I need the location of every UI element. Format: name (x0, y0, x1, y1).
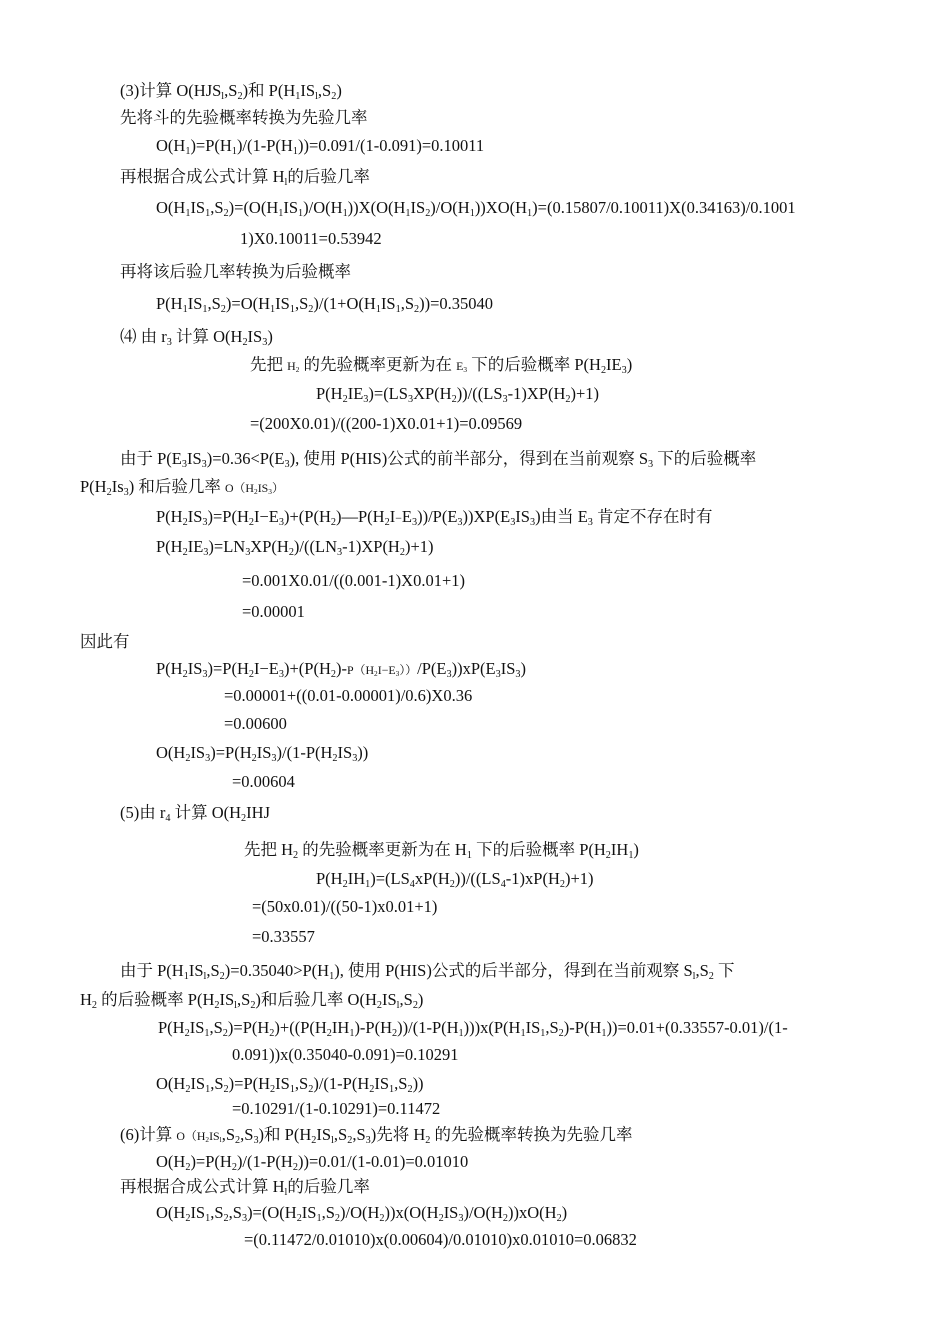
formula-o-h2-s1-s2-s3: $O(H_2IS_1,S_2,S_3)=(O(H_2IS_1,S_2)/O(H_2))x(O(H_2IS_3)/O(H_2))xO(H_2)$ (156, 1203, 568, 1224)
formula-p-h2-s3-value: =0.00600 (224, 714, 287, 733)
formula-p-h2-s1-s2: $P(H_2IS_1,S_2)=P(H_2)+((P(H_2IH_1)-P(H_2))/(1-P(H_1)))x(P(H_1IS_1,S_2)-P(H_1))=0.01+(0.33557-0.01)/(1-$ (158, 1018, 788, 1039)
formula-o-h2-s3: $O(H_2IS_3)=P(H_2IS_3)/(1-P(H_2IS_3))$ (156, 743, 369, 764)
step-4-intro: 先把 $H_2$ 的先验概率更新为在 $E_3$ 下的后验概率 $P(H_2IE_3)$ (250, 355, 633, 376)
formula-p-h2-h1-value: =0.33557 (252, 927, 315, 946)
step-5-paragraph-cont: $H_2$ 的后验概率 $P(H_2IS_l,S_2)$和后验几率 $O(H_2IS_l,S_2)$ (80, 990, 424, 1011)
formula-o-h2-s1-s2: $O(H_2IS_1,S_2)=P(H_2IS_1,S_2)/(1-P(H_2IS_1,S_2))$ (156, 1074, 424, 1095)
step-5-intro: 先把 $H_2$ 的先验概率更新为在 $H_1$ 下的后验概率 $P(H_2IH_1)$ (244, 840, 639, 861)
step-3-intro: 先将斗的先验概率转换为先验几率 (120, 108, 368, 127)
formula-p-h1-s1-s2: $P(H_1IS_1,S_2)=O(H_1IS_1,S_2)/(1+O(H_1IS_1,S_2))=0.35040$ (156, 294, 494, 315)
formula-o-h2-s3-value: =0.00604 (232, 772, 295, 791)
formula-p-h2-h1: $P(H_2IH_1)=(LS_4xP(H_2))/((LS_4-1)xP(H_2)+1)$ (316, 869, 594, 890)
formula-p-h2-e3: $P(H_2IE_3)=(LS_3XP(H_2))/((LS_3-1)XP(H_2)+1)$ (316, 384, 600, 405)
formula-p-h2-h1-calc: =(50x0.01)/((50-1)x0.01+1) (252, 897, 438, 916)
formula-p-h2-s3-calc: =0.00001+((0.01-0.00001)/0.6)X0.36 (224, 686, 473, 705)
formula-p-h2-not-e3: $P(H_2IE_3)=LN_3XP(H_2)/((LN_3-1)XP(H_2)+1)$ (156, 537, 434, 558)
step-5-heading: (5)由 $r_4$ 计算 $O(H_2IHJ$ (120, 803, 270, 824)
formula-p-h2-not-e3-value: =0.00001 (242, 602, 305, 621)
formula-p-h2-s3: $P(H_2IS_3)=P(H_2I-E_3)+(P(H_2)—P(H_2I-E_3))/P(E_3))XP(E_3IS_3)$由当 $E_3$ 肯定不存在时有 (156, 507, 713, 528)
formula-o-h1-s1-s2: $O(H_1IS_1,S_2)=(O(H_1IS_1)/O(H_1))X(O(H_1IS_2)/O(H_1))XO(H_1)=(0.15807/0.10011)X(0.34163)/0.1001$ (156, 198, 796, 219)
step-6-heading: (6)计算 $O(H_2IS_l,S_2,S_3)$和 $P(H_2IS_l,S_2,S_3)$先将 $H_2$ 的先验概率转换为先验几率 (120, 1125, 633, 1146)
formula-o-h2-s1-s2-s3-value: =(0.11472/0.01010)x(0.00604)/0.01010)x0.01010=0.06832 (244, 1230, 637, 1249)
therefore-text: 因此有 (80, 632, 130, 651)
formula-p-h2-s3-full: $P(H_2IS_3)=P(H_2I-E_3)+(P(H_2)-P(H_2I-E_3))/P(E_3))xP(E_3IS_3)$ (156, 659, 526, 680)
step-4-heading: ⑷ 由 $r_3$ 计算 $O(H_2IS_3)$ (120, 327, 273, 348)
step-4-paragraph: 由于 $P(E_3IS_3)=0.36<P(E_3)$, 使用 P(HIS)公式的前半部分，得到在当前观察 $S_3$ 下的后验概率 (120, 449, 757, 470)
step-3-convert-text: 再将该后验几率转换为后验概率 (120, 262, 351, 281)
step-5-paragraph: 由于 $P(H_1IS_l,S_2)=0.35040>P(H_1)$, 使用 P(HIS)公式的后半部分，得到在当前观察 $S_l,S_2$ 下 (120, 961, 735, 982)
formula-o-h1: $O(H_1)=P(H_1)/(1-P(H_1))=0.091/(1-0.091)=0.10011$ (156, 136, 485, 157)
step-3-heading: (3)计算 $O(HJS_l,S_2)$和 $P(H_1IS_l,S_2)$ (120, 81, 342, 102)
formula-o-h2-s1-s2-value: =0.10291/(1-0.10291)=0.11472 (232, 1099, 441, 1118)
step-4-paragraph-cont: $P(H_2Is_3)$ 和后验几率 $O(H_2IS_3)$ (80, 477, 284, 498)
formula-p-h2-not-e3-calc: =0.001X0.01/((0.001-1)X0.01+1) (242, 571, 465, 590)
formula-p-h2-s1-s2-cont: 0.091))x(0.35040-0.091)=0.10291 (232, 1045, 459, 1064)
formula-o-h2: $O(H_2)=P(H_2)/(1-P(H_2))=0.01/(1-0.01)=0.01010$ (156, 1152, 469, 1173)
formula-o-h1-s1-s2-cont: 1)X0.10011=0.53942 (240, 229, 382, 248)
step-6-combine-text: 再根据合成公式计算 $H_l$的后验几率 (120, 1177, 370, 1198)
step-3-combine-text: 再根据合成公式计算 $H_l$的后验几率 (120, 167, 370, 188)
formula-p-h2-e3-value: =(200X0.01)/((200-1)X0.01+1)=0.09569 (250, 414, 523, 433)
